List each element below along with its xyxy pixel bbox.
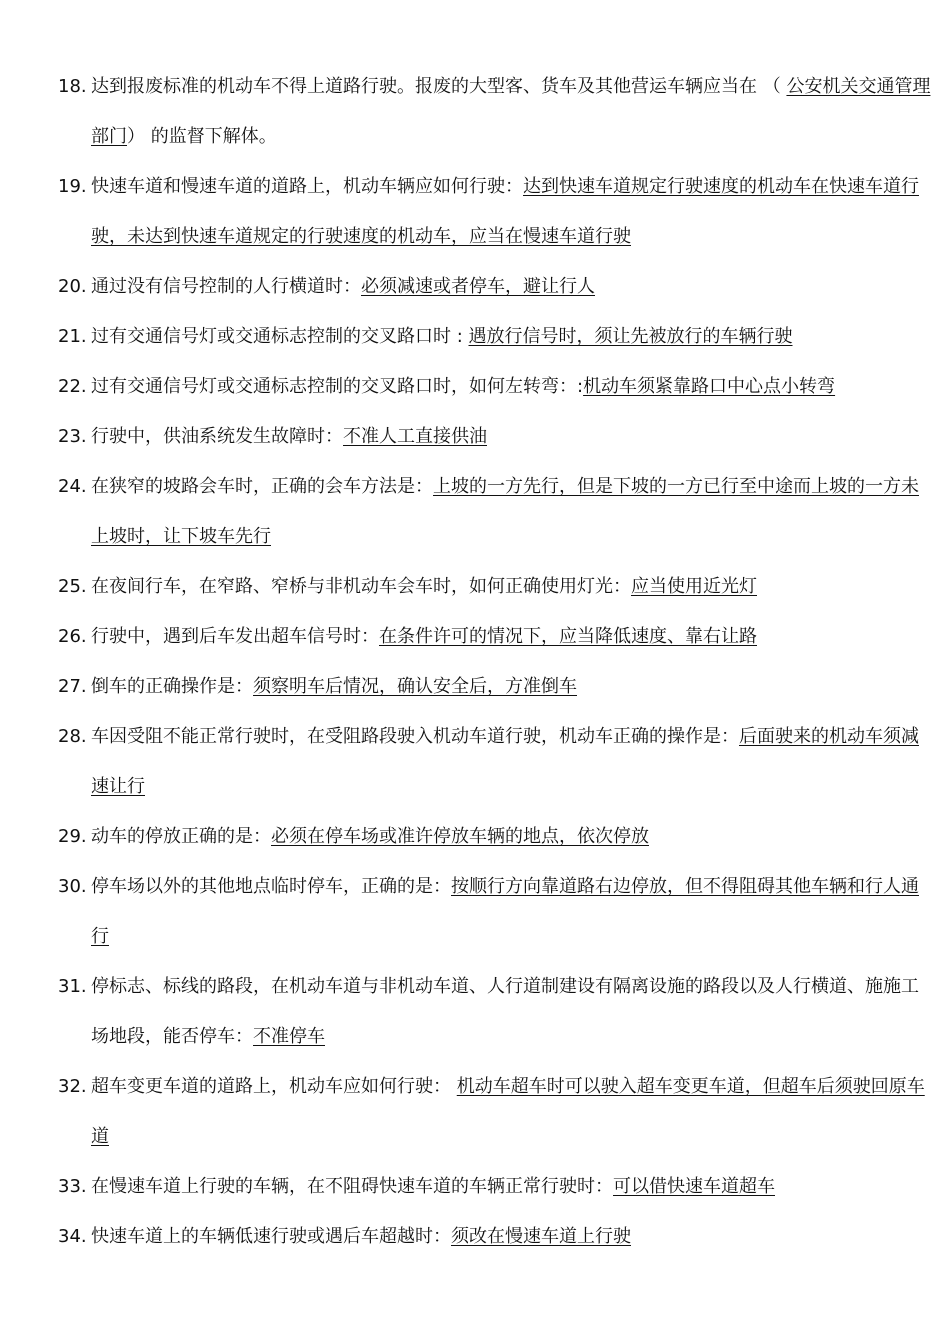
question-text: 动车的停放正确的是： <box>91 826 271 847</box>
question-text: 在慢速车道上行驶的车辆，在不阻碍快速车道的车辆正常行驶时： <box>91 1176 613 1197</box>
list-item <box>0 362 950 412</box>
item-number: 22. <box>58 376 87 397</box>
question-text: 行驶中，遇到后车发出超车信号时： <box>91 626 379 647</box>
list-item <box>0 862 950 962</box>
question-text: 停标志、标线的路段，在机动车道与非机动车道、人行道制建设有隔离设施的路段以及人行横道、施施工场地段，能否停车： <box>91 976 919 1047</box>
item-number: 23. <box>58 426 87 447</box>
list-item <box>0 962 950 1062</box>
answer-text: 机动车须紧靠路口中心点小转弯 <box>583 376 836 397</box>
list-item <box>0 462 950 562</box>
item-number: 32. <box>58 1076 87 1097</box>
item-number: 31. <box>58 976 87 997</box>
item-number: 18. <box>58 76 87 97</box>
list-item <box>0 712 950 812</box>
item-number: 21. <box>58 326 87 347</box>
question-text: 过有交通信号灯或交通标志控制的交叉路口时 : <box>91 326 469 347</box>
item-number: 33. <box>58 1176 87 1197</box>
question-text: 在狭窄的坡路会车时，正确的会车方法是： <box>91 476 433 497</box>
question-text: 达到报废标准的机动车不得上道路行驶。报废的大型客、货车及其他营运车辆应当在 （ <box>91 76 787 97</box>
answer-text: 达到快速车道规定行驶速度的机动车在快速车道行驶，未达到快速车道规定的行驶速度的机动车，应当在慢速车道行驶 <box>91 176 919 247</box>
item-number: 19. <box>58 176 87 197</box>
question-tail: ） 的监督下解体。 <box>127 126 277 147</box>
item-number: 28. <box>58 726 87 747</box>
answer-text: 应当使用近光灯 <box>631 576 757 597</box>
answer-text: 须改在慢速车道上行驶 <box>451 1226 631 1247</box>
answer-text: 必须在停车场或准许停放车辆的地点，依次停放 <box>271 826 649 847</box>
list-item <box>0 312 950 362</box>
list-item <box>0 562 950 612</box>
answer-text: 须察明车后情况，确认安全后，方准倒车 <box>253 676 577 697</box>
item-number: 27. <box>58 676 87 697</box>
document-page <box>0 62 950 1262</box>
question-text: 在夜间行车，在窄路、窄桥与非机动车会车时，如何正确使用灯光： <box>91 576 631 597</box>
question-text: 行驶中，供油系统发生故障时： <box>91 426 343 447</box>
question-text: 通过没有信号控制的人行横道时： <box>91 276 361 297</box>
list-item <box>0 412 950 462</box>
item-number: 24. <box>58 476 87 497</box>
answer-text: 公安机关交通管理部门 <box>91 76 931 147</box>
list-item <box>0 62 950 162</box>
list-item <box>0 162 950 262</box>
answer-text: 不准停车 <box>253 1026 325 1047</box>
question-text: 超车变更车道的道路上，机动车应如何行驶： <box>91 1076 457 1097</box>
list-item <box>0 1162 950 1212</box>
question-text: 快速车道和慢速车道的道路上，机动车辆应如何行驶： <box>91 176 523 197</box>
answer-text: 后面驶来的机动车须减速让行 <box>91 726 919 797</box>
list-item <box>0 612 950 662</box>
item-number: 30. <box>58 876 87 897</box>
list-item <box>0 662 950 712</box>
item-number: 29. <box>58 826 87 847</box>
question-text: 过有交通信号灯或交通标志控制的交叉路口时，如何左转弯：: <box>91 376 584 397</box>
question-text: 停车场以外的其他地点临时停车，正确的是： <box>91 876 451 897</box>
list-item <box>0 1212 950 1262</box>
list-item <box>0 1062 950 1162</box>
question-text: 快速车道上的车辆低速行驶或遇后车超越时： <box>91 1226 451 1247</box>
item-number: 34. <box>58 1226 87 1247</box>
question-text: 车因受阻不能正常行驶时，在受阻路段驶入机动车道行驶，机动车正确的操作是： <box>91 726 739 747</box>
answer-text: 按顺行方向靠道路右边停放，但不得阻碍其他车辆和行人通行 <box>91 876 919 947</box>
answer-text: 可以借快速车道超车 <box>613 1176 775 1197</box>
answer-text: 机动车超车时可以驶入超车变更车道，但超车后须驶回原车道 <box>91 1076 925 1147</box>
question-text: 倒车的正确操作是： <box>91 676 253 697</box>
item-number: 25. <box>58 576 87 597</box>
list-item <box>0 812 950 862</box>
answer-text: 在条件许可的情况下，应当降低速度、靠右让路 <box>379 626 757 647</box>
answer-text: 上坡的一方先行，但是下坡的一方已行至中途而上坡的一方未上坡时，让下坡车先行 <box>91 476 919 547</box>
answer-text: 必须减速或者停车，避让行人 <box>361 276 595 297</box>
list-item <box>0 262 950 312</box>
item-number: 20. <box>58 276 87 297</box>
answer-text: 遇放行信号时，须让先被放行的车辆行驶 <box>468 326 793 347</box>
answer-text: 不准人工直接供油 <box>343 426 487 447</box>
item-number: 26. <box>58 626 87 647</box>
